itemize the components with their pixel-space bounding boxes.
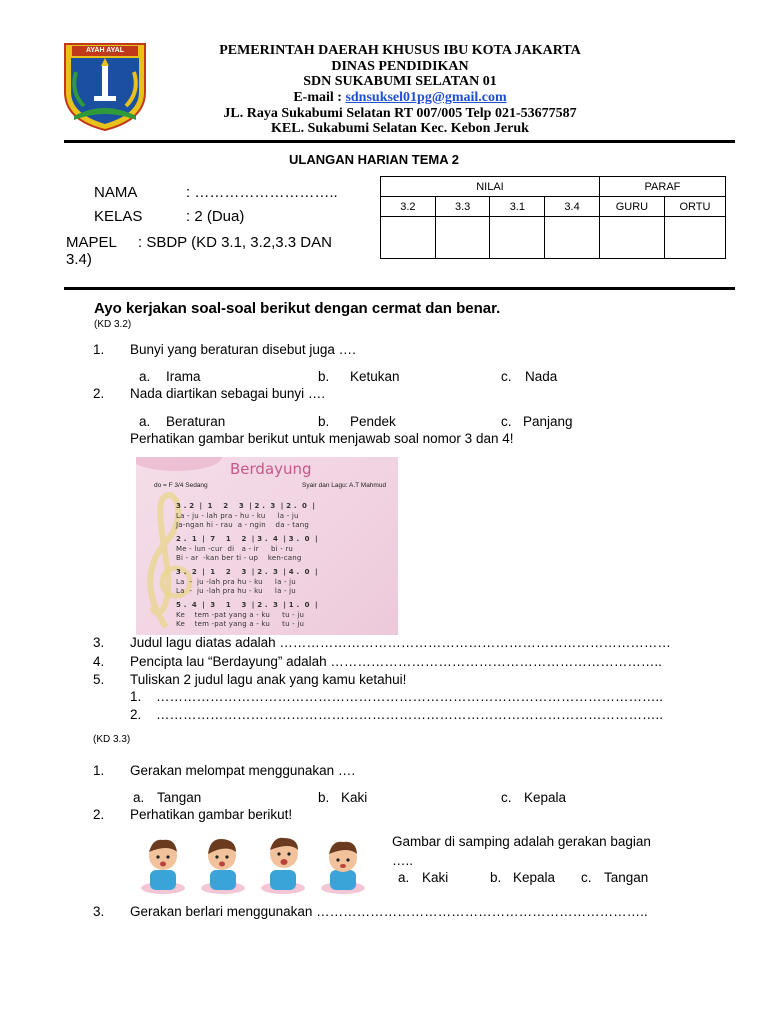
kelas-label: KELAS	[94, 208, 143, 225]
q5-answer-2-line[interactable]: …………………………………………………………………………………………………..	[156, 707, 664, 722]
score-cell-3-3[interactable]	[435, 217, 490, 259]
col-3-4: 3.4	[545, 197, 600, 217]
q1-option-b[interactable]: Ketukan	[350, 369, 400, 384]
song-notation-line: 3 . 2 | 1 2 3 | 2 . 3 | 4 . 0 |	[176, 568, 318, 576]
header-divider	[64, 140, 735, 143]
song-notation-line: 5 . 4 | 3 1 3 | 2 . 3 | 1 . 0 |	[176, 601, 318, 609]
school-logo	[62, 42, 148, 132]
email-link[interactable]: sdnsuksel01pg@gmail.com	[345, 90, 507, 105]
q1-option-c-letter: c.	[501, 369, 512, 384]
q2-option-c[interactable]: Panjang	[523, 414, 573, 429]
song-score-image	[136, 457, 398, 635]
mapel-value: : SBDP (KD 3.1, 3.2,3.3 DAN	[138, 234, 332, 251]
song-key: do = F 3/4 Sedang	[154, 482, 208, 489]
q2-number: 2.	[93, 386, 105, 401]
q6-number: 1.	[93, 763, 105, 778]
q7-option-c[interactable]: Tangan	[604, 870, 649, 885]
identity-divider	[64, 287, 735, 290]
q7-side-ellipsis: …..	[392, 853, 414, 868]
q6-option-b[interactable]: Kaki	[341, 790, 368, 805]
q1-option-c[interactable]: Nada	[525, 369, 558, 384]
song-lyric-line: Ke tem -pat yang a - ku tu - ju	[176, 620, 305, 628]
paraf-cell-guru[interactable]	[599, 217, 664, 259]
score-cell-3-1[interactable]	[490, 217, 545, 259]
mapel-label: MAPEL	[66, 234, 117, 251]
song-lyric-line: La - ju -lah pra hu - ku la - ju	[176, 587, 296, 595]
email-label: E-mail :	[293, 90, 346, 105]
q7-option-b-letter: b.	[490, 870, 502, 885]
kd-3-2-label: (KD 3.2)	[94, 319, 132, 330]
header-line-department: DINAS PENDIDIKAN	[331, 59, 469, 74]
song-title: Berdayung	[230, 460, 312, 478]
header-line-school: SDN SUKABUMI SELATAN 01	[303, 74, 497, 89]
song-credit: Syair dan Lagu: A.T Mahmud	[302, 482, 387, 489]
q1-option-a-letter: a.	[139, 369, 151, 384]
q5-answer-1-line[interactable]: …………………………………………………………………………………………………..	[156, 689, 664, 704]
col-3-3: 3.3	[435, 197, 490, 217]
q7-text: Perhatikan gambar berikut!	[130, 807, 293, 822]
q6-text: Gerakan melompat menggunakan ….	[130, 763, 356, 778]
logo-text: AYAH AYAL	[85, 47, 124, 54]
song-lyric-line: Bi - ar -kan ber ti - up ken-cang	[176, 554, 302, 562]
nama-label: NAMA	[94, 184, 138, 201]
q6-option-c[interactable]: Kepala	[524, 790, 567, 805]
children-head-movement-image	[138, 832, 378, 894]
header-line-government: PEMERINTAH DAERAH KHUSUS IBU KOTA JAKARTA	[219, 43, 581, 58]
q7-side-text: Gambar di samping adalah gerakan bagian	[392, 834, 651, 849]
q6-option-c-letter: c.	[501, 790, 512, 805]
q7-option-c-letter: c.	[581, 870, 592, 885]
header-email-line	[150, 90, 650, 106]
score-cell-3-4[interactable]	[545, 217, 600, 259]
nama-value: : ………………………..	[186, 184, 338, 201]
q5-answer-1-number: 1.	[130, 689, 142, 704]
q3-number: 3.	[93, 635, 105, 650]
paraf-header: PARAF	[599, 177, 725, 197]
score-cell-3-2[interactable]	[381, 217, 436, 259]
score-table	[380, 176, 726, 259]
header-address: JL. Raya Sukabumi Selatan RT 007/005 Telp 021-53677587	[223, 106, 577, 121]
q2-option-a-letter: a.	[139, 414, 151, 429]
kelas-value: : 2 (Dua)	[186, 208, 245, 225]
paraf-cell-ortu[interactable]	[664, 217, 725, 259]
q7-option-b[interactable]: Kepala	[513, 870, 556, 885]
q6-option-b-letter: b.	[318, 790, 330, 805]
song-notation-line: 3 . 2 | 1 2 3 | 2 . 3 | 2 . 0 |	[176, 502, 316, 510]
q5-number: 5.	[93, 672, 105, 687]
q8-text: Gerakan berlari menggunakan ………………………………………………………………..	[130, 904, 648, 919]
q2-option-a[interactable]: Beraturan	[166, 414, 226, 429]
header-kelurahan: KEL. Sukabumi Selatan Kec. Kebon Jeruk	[271, 121, 529, 136]
nilai-header: NILAI	[381, 177, 600, 197]
song-lyric-line: Me - lun -cur di a - ir bi - ru	[176, 545, 294, 553]
song-lyric-line: La - ju -lah pra hu - ku la - ju	[176, 578, 296, 586]
q4-text: Pencipta lau “Berdayung” adalah ………………………………………………………………..	[130, 654, 662, 669]
mapel-value-cont: 3.4)	[66, 251, 92, 268]
kd-3-3-label: (KD 3.3)	[93, 734, 131, 745]
col-ortu: ORTU	[664, 197, 725, 217]
q8-number: 3.	[93, 904, 105, 919]
picture-note: Perhatikan gambar berikut untuk menjawab soal nomor 3 dan 4!	[130, 431, 514, 446]
q7-number: 2.	[93, 807, 105, 822]
col-3-1: 3.1	[490, 197, 545, 217]
q2-option-b-letter: b.	[318, 414, 330, 429]
q2-option-b[interactable]: Pendek	[350, 414, 396, 429]
song-lyric-line: Ja-ngan hi - rau a - ngin da - tang	[176, 521, 309, 529]
q7-option-a-letter: a.	[398, 870, 410, 885]
q4-number: 4.	[93, 654, 105, 669]
q1-number: 1.	[93, 342, 105, 357]
song-lyric-line: Ke tem -pat yang a - ku tu - ju	[176, 611, 305, 619]
instruction: Ayo kerjakan soal-soal berikut dengan cermat dan benar.	[94, 300, 501, 317]
q6-option-a-letter: a.	[133, 790, 145, 805]
q5-answer-2-number: 2.	[130, 707, 142, 722]
col-3-2: 3.2	[381, 197, 436, 217]
q7-option-a[interactable]: Kaki	[422, 870, 449, 885]
exam-title: ULANGAN HARIAN TEMA 2	[289, 152, 459, 167]
q3-text: Judul lagu diatas adalah ……………………………………………………………………………	[130, 635, 671, 650]
q2-text: Nada diartikan sebagai bunyi ….	[130, 386, 326, 401]
col-guru: GURU	[599, 197, 664, 217]
song-lyric-line: La - ju - lah pra - hu - ku la - ju	[176, 512, 299, 520]
q1-option-a[interactable]: Irama	[166, 369, 201, 384]
q1-text: Bunyi yang beraturan disebut juga ….	[130, 342, 356, 357]
q5-text: Tuliskan 2 judul lagu anak yang kamu ketahui!	[130, 672, 407, 687]
q2-option-c-letter: c.	[501, 414, 512, 429]
q1-option-b-letter: b.	[318, 369, 330, 384]
q6-option-a[interactable]: Tangan	[157, 790, 202, 805]
song-notation-line: 2 . 1 | 7 1 2 | 3 . 4 | 3 . 0 |	[176, 535, 318, 543]
